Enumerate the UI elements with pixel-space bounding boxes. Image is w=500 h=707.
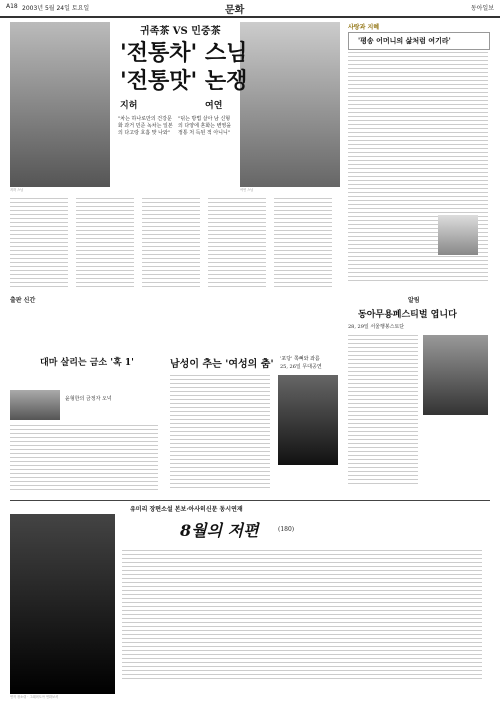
page-header [0,0,500,18]
notice-body [348,335,418,485]
novel-caption: 연작 장소령 · 그래픽도아 연화보셔 [10,695,59,699]
feature-article [10,20,340,195]
novel-title-tail: (180) [278,526,295,533]
book-photo [10,390,60,420]
left-quote: "차는 하나로만의 건강문화 과거 민준 녹차는 일본의 다고랑 호흡 맞 나와" [118,116,173,136]
body-col-3 [142,198,200,288]
left-name: 지허 [120,101,138,111]
book-headline: 대마 살리는 금소 '혹 1' [40,358,134,368]
body-col-4 [208,198,266,288]
dance-article [170,295,340,495]
notice-label: 알림 [408,297,420,304]
feature-headline-1: '전통차' 스님 [120,40,248,66]
notice-date: 28, 29일 서울행봉스토단 [348,324,405,330]
issue-date: 2003년 5월 24일 토요일 [22,5,90,12]
photo-left [10,22,110,187]
right-name: 여연 [205,101,223,111]
dancer-photo [278,375,338,465]
feature-headline-2: '전통맛' 논쟁 [120,68,248,94]
photo-right [240,22,340,187]
novel-subtitle: 유미리 장편소설 본보·아사히신문 동시연재 [130,506,243,513]
book-article [10,295,160,495]
book-byline: 윤형한의 금정자 오넉 [65,396,112,402]
dance-photo [423,335,488,415]
right-top-article [348,20,490,285]
notice-title: 동아무용페스티벌 엽니다 [358,310,457,320]
feature-body [10,198,340,288]
novel-illustration [10,514,115,694]
novel-body [122,550,482,680]
feature-kicker: 귀족茶 VS 민중茶 [140,26,221,37]
right-top-title: '평송 어머니의 삶처럼 여기라' [358,36,451,45]
book-body [10,425,158,493]
body-col-1 [10,198,68,288]
right-top-label: 사랑과 지혜 [348,24,380,31]
right-quote: "덖는 방법 살아 남 신형의 다양에 혼화는 변영을 정통 처 득된 적 아니니" [178,116,232,136]
caption-left: 지허 스님 [10,188,24,192]
caption-right: 여연 스님 [240,188,254,192]
section-title: 문화 [225,5,245,16]
newspaper-name: 동아일보 [470,5,494,12]
dance-sub-date: 25, 26일 무대공연 [280,364,322,370]
notice-article [348,295,490,495]
body-col-2 [76,198,134,288]
dance-body [170,375,270,490]
novel-serial [10,500,490,700]
dance-sub-kicker: '포당' 쪽뼈와 좌름 [280,356,320,362]
page-number: A18 [6,3,18,10]
body-col-5 [274,198,332,288]
book-label: 출판 신간 [10,297,36,304]
novel-title: 8월의 저편 [180,521,259,540]
dance-headline: 남성이 추는 '여성의 춤' [170,359,274,370]
columnist-photo [438,215,478,255]
